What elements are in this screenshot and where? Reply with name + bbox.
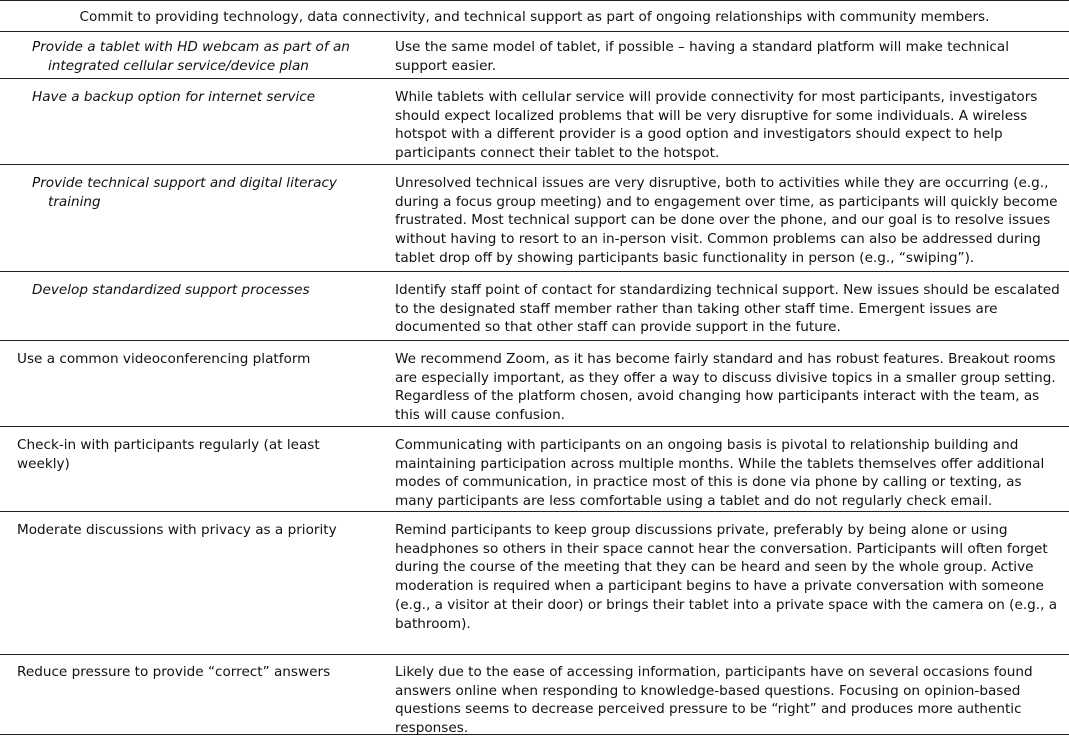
table-row <box>0 32 1069 79</box>
recommendation-cell <box>0 174 380 271</box>
description-cell <box>380 38 1069 78</box>
description-cell <box>380 281 1069 340</box>
recommendation-text: Develop standardized support processes <box>32 282 310 298</box>
recommendation-text: Provide technical support and digital literacy training <box>32 175 337 210</box>
description-cell <box>380 521 1069 654</box>
description-cell <box>380 174 1069 271</box>
recommendation-text: Use a common videoconferencing platform <box>17 351 311 367</box>
description-cell <box>380 663 1069 737</box>
recommendation-cell <box>0 38 380 78</box>
table-row <box>0 165 1069 272</box>
description-text: While tablets with cellular service will provide connectivity for most participants, investigators should expect localized problems that will be very disruptive for some individuals. A wireless hotspot with a different provider is a good option and investigators should expect to help participants connect their tablet to the hotspot. <box>395 89 1038 162</box>
table-row <box>0 272 1069 341</box>
recommendation-text: Have a backup option for internet service <box>32 89 316 105</box>
table-header <box>0 0 1069 32</box>
table-row <box>0 655 1069 735</box>
recommendation-cell <box>0 350 380 426</box>
description-cell <box>380 88 1069 164</box>
description-cell <box>380 436 1069 511</box>
recommendation-text: Reduce pressure to provide “correct” answers <box>17 664 331 680</box>
recommendation-text: Provide a tablet with HD webcam as part of an integrated cellular service/device plan <box>32 39 350 74</box>
description-text: Identify staff point of contact for standardizing technical support. New issues should be escalated to the designated staff member rather than taking other staff time. Emergent issues are documented so that other staff can provide support in the future. <box>395 282 1060 336</box>
table-row <box>0 341 1069 427</box>
description-text: Unresolved technical issues are very disruptive, both to activities while they are occurring (e.g., during a focus group meeting) and to engagement over time, as participants will quickly become frustrated. Most technical support can be done over the phone, and our goal is to resolve issues without having to resort to an in-person visit. Common problems can also be addressed during tablet drop off by showing participants basic functionality in person (e.g., “swiping”). <box>395 175 1058 266</box>
table-row <box>0 79 1069 165</box>
recommendation-text: Check-in with participants regularly (at least weekly) <box>17 437 320 472</box>
description-text: Use the same model of tablet, if possible – having a standard platform will make technical support easier. <box>395 39 1009 74</box>
description-text: Communicating with participants on an ongoing basis is pivotal to relationship building and maintaining participation across multiple months. While the tablets themselves offer additional modes of communication, in practice most of this is done via phone by calling or texting, as many participants are less comfortable using a tablet and do not regularly check email. <box>395 437 1045 510</box>
recommendation-cell <box>0 88 380 164</box>
recommendation-cell <box>0 436 380 511</box>
recommendation-cell <box>0 281 380 340</box>
recommendation-cell <box>0 663 380 734</box>
description-text: Likely due to the ease of accessing information, participants have on several occasions found answers online when responding to knowledge-based questions. Focusing on opinion-based questions seems to decrease perceived pressure to be “right” and produces more authentic responses. <box>395 664 1033 737</box>
recommendation-text: Moderate discussions with privacy as a priority <box>17 522 337 538</box>
description-text: Remind participants to keep group discussions private, preferably by being alone or using headphones so others in their space cannot hear the conversation. Participants will often forget during the course of the meeting that they can be heard and seen by the whole group. Active moderation is required when a participant begins to have a private conversation with someone (e.g., a visitor at their door) or brings their tablet into a private space with the camera on (e.g., a bathroom). <box>395 522 1058 632</box>
description-text: We recommend Zoom, as it has become fairly standard and has robust features. Breakout rooms are especially important, as they offer a way to discuss divisive topics in a smaller group setting. Regardless of the platform chosen, avoid changing how participants interact with the team, as this will cause confusion. <box>395 351 1056 424</box>
header-text: Commit to providing technology, data connectivity, and technical support as part of ongoing relationships with community members. <box>79 9 990 25</box>
table-row <box>0 512 1069 655</box>
recommendation-cell <box>0 521 380 654</box>
description-cell <box>380 350 1069 426</box>
table-row <box>0 427 1069 512</box>
